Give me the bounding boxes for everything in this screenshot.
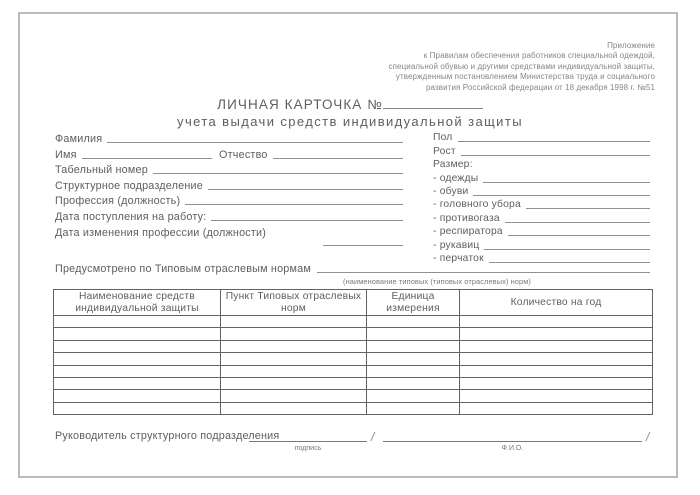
surname-blank-line bbox=[107, 142, 403, 143]
name-patronymic-row bbox=[55, 146, 403, 162]
respirator-size-blank-line bbox=[508, 235, 650, 236]
table-cell bbox=[367, 402, 460, 414]
clothing-size-blank-line bbox=[483, 182, 650, 183]
table-row bbox=[54, 377, 653, 389]
table-row bbox=[54, 353, 653, 365]
clothing-size-label: - одежды bbox=[433, 172, 479, 184]
form-title-text: ЛИЧНАЯ КАРТОЧКА № bbox=[217, 97, 383, 112]
form-subtitle: учета выдачи средств индивидуальной защиты bbox=[177, 114, 523, 129]
table-cell bbox=[221, 316, 367, 328]
norms-hint: (наименование типовых (типовых отраслевых) норм) bbox=[343, 277, 531, 286]
respirator-size-label: - респиратора bbox=[433, 226, 503, 238]
profession-change-date-continuation-row bbox=[55, 239, 403, 248]
table-cell bbox=[460, 377, 653, 389]
separator-slash: / bbox=[371, 430, 375, 444]
table-cell bbox=[54, 390, 221, 402]
table-cell bbox=[221, 390, 367, 402]
table-cell bbox=[367, 390, 460, 402]
table-cell bbox=[221, 377, 367, 389]
table-cell bbox=[367, 340, 460, 352]
appendix-line: к Правилам обеспечения работников специальной одеждой, bbox=[423, 51, 655, 61]
column-header-norms-item: Пункт Типовых отраслевых норм bbox=[221, 290, 367, 316]
table-cell bbox=[221, 340, 367, 352]
ppe-table-header-row bbox=[54, 290, 653, 316]
table-cell bbox=[54, 377, 221, 389]
sex-blank-line bbox=[458, 141, 650, 142]
table-cell bbox=[367, 316, 460, 328]
profession-row bbox=[55, 192, 403, 208]
table-cell bbox=[367, 353, 460, 365]
table-row bbox=[54, 340, 653, 352]
table-cell bbox=[367, 365, 460, 377]
norms-row bbox=[55, 261, 650, 275]
gas-mask-size-blank-line bbox=[505, 222, 650, 223]
mittens-size-label: - рукавиц bbox=[433, 239, 480, 251]
footwear-size-row bbox=[433, 185, 650, 198]
headgear-size-blank-line bbox=[526, 208, 650, 209]
column-header-quantity-per-year: Количество на год bbox=[460, 290, 653, 316]
department-row bbox=[55, 177, 403, 193]
gloves-size-label: - перчаток bbox=[433, 252, 484, 264]
gas-mask-size-row bbox=[433, 211, 650, 224]
table-row bbox=[54, 365, 653, 377]
table-cell bbox=[460, 328, 653, 340]
headgear-size-row bbox=[433, 198, 650, 211]
column-header-unit: Единица измерения bbox=[367, 290, 460, 316]
table-cell bbox=[54, 402, 221, 414]
profession-change-date-label: Дата изменения профессии (должности) bbox=[55, 226, 267, 239]
profession-blank-line bbox=[185, 204, 403, 205]
personnel-number-row bbox=[55, 161, 403, 177]
employee-fields-right bbox=[433, 131, 650, 265]
ppe-table-header bbox=[54, 290, 653, 316]
height-label: Рост bbox=[433, 145, 456, 157]
table-cell bbox=[54, 353, 221, 365]
mittens-size-row bbox=[433, 238, 650, 251]
ppe-issue-table bbox=[53, 289, 653, 415]
employee-fields-left bbox=[55, 130, 403, 248]
department-label: Структурное подразделение bbox=[55, 179, 203, 192]
sex-label: Пол bbox=[433, 132, 453, 144]
department-blank-line bbox=[208, 189, 403, 190]
height-row bbox=[433, 144, 650, 157]
surname-row bbox=[55, 130, 403, 146]
table-cell bbox=[460, 365, 653, 377]
profession-change-date-row bbox=[55, 224, 403, 240]
surname-label: Фамилия bbox=[55, 133, 103, 146]
size-header-row bbox=[433, 158, 650, 171]
appendix-line: Приложение bbox=[607, 41, 655, 50]
appendix-line: утвержденным постановлением Министерства труда и социального bbox=[395, 72, 655, 82]
personnel-number-label: Табельный номер bbox=[55, 164, 148, 177]
table-cell bbox=[221, 328, 367, 340]
appendix-note bbox=[315, 41, 655, 93]
norms-blank-line bbox=[317, 272, 650, 273]
table-cell bbox=[460, 353, 653, 365]
full-name-hint: Ф.И.О. bbox=[501, 445, 524, 452]
table-cell bbox=[221, 402, 367, 414]
table-cell bbox=[54, 340, 221, 352]
footwear-size-label: - обуви bbox=[433, 185, 469, 197]
first-name-label: Имя bbox=[55, 148, 77, 161]
table-row bbox=[54, 390, 653, 402]
hire-date-row bbox=[55, 208, 403, 224]
profession-label: Профессия (должность) bbox=[55, 195, 181, 208]
separator-slash: / bbox=[646, 430, 650, 444]
size-header-label: Размер: bbox=[433, 159, 473, 171]
respirator-size-row bbox=[433, 225, 650, 238]
patronymic-blank-line bbox=[273, 158, 403, 159]
form-title bbox=[0, 97, 700, 112]
table-cell bbox=[221, 353, 367, 365]
table-row bbox=[54, 316, 653, 328]
table-cell bbox=[367, 377, 460, 389]
column-header-ppe-name: Наименование средств индивидуальной защиты bbox=[54, 290, 221, 316]
hire-date-blank-line bbox=[211, 220, 403, 221]
department-head-label: Руководитель структурного подразделения bbox=[55, 430, 280, 442]
table-cell bbox=[54, 365, 221, 377]
profession-change-date-blank-line bbox=[323, 245, 403, 246]
signature-blank-line bbox=[249, 430, 367, 442]
clothing-size-row bbox=[433, 171, 650, 184]
table-cell bbox=[460, 316, 653, 328]
full-name-blank-line bbox=[383, 430, 642, 442]
card-number-blank-line bbox=[383, 108, 483, 109]
patronymic-label: Отчество bbox=[219, 148, 268, 161]
norms-label: Предусмотрено по Типовым отраслевым нормам bbox=[55, 263, 311, 275]
headgear-size-label: - головного убора bbox=[433, 199, 521, 211]
first-name-blank-line bbox=[82, 158, 212, 159]
ppe-table-body bbox=[54, 316, 653, 415]
table-cell bbox=[460, 390, 653, 402]
table-cell bbox=[460, 402, 653, 414]
gas-mask-size-label: - противогаза bbox=[433, 212, 500, 224]
appendix-line: развития Российской федерации от 18 декабря 1998 г. №51 bbox=[425, 82, 655, 92]
table-cell bbox=[54, 328, 221, 340]
table-row bbox=[54, 328, 653, 340]
footwear-size-blank-line bbox=[473, 195, 650, 196]
personnel-number-blank-line bbox=[153, 173, 403, 174]
table-cell bbox=[54, 316, 221, 328]
table-row bbox=[54, 402, 653, 414]
table-cell bbox=[221, 365, 367, 377]
hire-date-label: Дата поступления на работу: bbox=[55, 211, 207, 224]
sex-row bbox=[433, 131, 650, 144]
mittens-size-blank-line bbox=[484, 249, 650, 250]
table-cell bbox=[460, 340, 653, 352]
appendix-line: специальной обувью и другими средствами индивидуальной защиты, bbox=[388, 61, 655, 71]
height-blank-line bbox=[461, 155, 650, 156]
signature-hint: подпись bbox=[294, 445, 322, 452]
table-cell bbox=[367, 328, 460, 340]
